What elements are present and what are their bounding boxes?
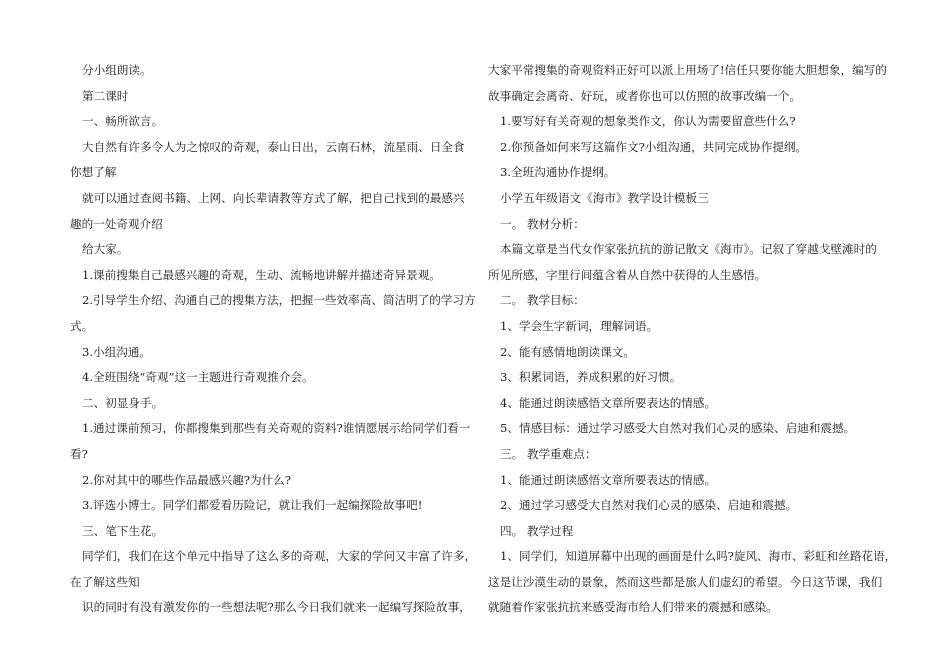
text-line: 一、畅所欲言。: [82, 114, 164, 129]
text-line: 同学们，我们在这个单元中指导了这么多的奇观，大家的学问又丰富了许多，: [82, 549, 477, 564]
text-line: 故事确定会离奇、好玩，或者你也可以仿照的故事改编一个。: [488, 88, 802, 103]
text-line: 识的同时有没有激发你的一些想法呢?那么今日我们就来一起编写探险故事，: [82, 600, 471, 615]
text-line: 给大家。: [82, 242, 129, 257]
text-line: 趣的一处奇观介绍: [70, 216, 163, 231]
text-line: 3.全班沟通协作提纲。: [500, 165, 616, 180]
text-line: 分小组朗读。: [82, 63, 152, 77]
text-line: 1、能通过朗读感悟文章所要表达的情感。: [500, 472, 717, 487]
text-line: 1、学会生字新词，理解词语。: [500, 318, 659, 333]
text-line: 二。 教学目标：: [500, 293, 585, 308]
text-line: 小学五年级语文《海市》教学设计模板三: [500, 190, 709, 205]
text-line: 三。 教学重难点：: [500, 446, 597, 461]
text-line: 3、积累词语，养成积累的好习惯。: [500, 370, 682, 385]
text-line: 2.你对其中的哪些作品最感兴趣?为什么?: [82, 472, 291, 487]
left-text-column: [70, 63, 477, 627]
text-line: 就随着作家张抗抗来感受海市给人们带来的震撼和感染。: [488, 600, 778, 615]
text-line: 一。 教材分析：: [500, 216, 585, 231]
text-line: 本篇文章是当代女作家张抗抗的游记散文《海市》。记叙了穿越戈壁滩时的: [500, 242, 877, 257]
text-line: 1.要写好有关奇观的想象类作文，你认为需要留意些什么?: [500, 114, 796, 129]
text-line: 大自然有许多令人为之惊叹的奇观，泰山日出，云南石林，流星雨、日全食: [82, 139, 465, 154]
text-line: 四。 教学过程: [500, 523, 574, 538]
text-line: 4.全班围绕“奇观”这一主题进行奇观推介会。: [82, 370, 314, 385]
text-line: 1.通过课前预习，你都搜集到那些有关奇观的资料?谁情愿展示给同学们看一: [82, 421, 471, 436]
text-line: 在了解这些知: [70, 574, 140, 589]
text-line: 所见所感，字里行间蕴含着从自然中获得的人生感悟。: [488, 267, 767, 282]
text-line: 2、能有感情地朗读课文。: [500, 344, 635, 359]
text-line: 第二课时: [82, 88, 129, 103]
text-line: 2.引导学生介绍、沟通自己的搜集方法，把握一些效率高、简洁明了的学习方: [82, 293, 476, 308]
right-text-column: [488, 63, 897, 627]
text-line: 3.小组沟通。: [82, 344, 152, 359]
text-line: 你想了解: [70, 165, 117, 180]
text-line: 式。: [70, 318, 94, 333]
text-line: 4、能通过朗读感悟文章所要表达的情感。: [500, 395, 717, 410]
text-line: 就可以通过查阅书籍、上网、向长辈请教等方式了解，把自己找到的最感兴: [82, 190, 465, 205]
text-line: 看?: [70, 446, 88, 461]
text-line: 1.课前搜集自己最感兴趣的奇观，生动、流畅地讲解并描述奇异景观。: [82, 267, 441, 282]
text-line: 1、同学们，知道屏幕中出现的画面是什么吗?旋风、海市、彩虹和丝路花语，: [500, 549, 897, 564]
text-line: 这是让沙漠生动的景象，然而这些都是旅人们虚幻的希望。今日这节课，我们: [488, 574, 883, 589]
text-line: 2.你预备如何来写这篇作文?小组沟通，共同完成协作提纲。: [500, 139, 808, 154]
text-line: 5、情感目标：通过学习感受大自然对我们心灵的感染、启迪和震撼。: [500, 421, 856, 436]
text-line: 大家平常搜集的奇观资料正好可以派上用场了!信任只要你能大胆想象，编写的: [488, 63, 887, 77]
text-line: 二、初显身手。: [82, 395, 164, 410]
text-line: 2、通过学习感受大自然对我们心灵的感染、启迪和震撼。: [500, 498, 798, 513]
text-line: 三、笔下生花。: [82, 523, 164, 538]
text-line: 3.评选小博士。同学们都爱看历险记，就让我们一起编探险故事吧!: [82, 498, 423, 513]
